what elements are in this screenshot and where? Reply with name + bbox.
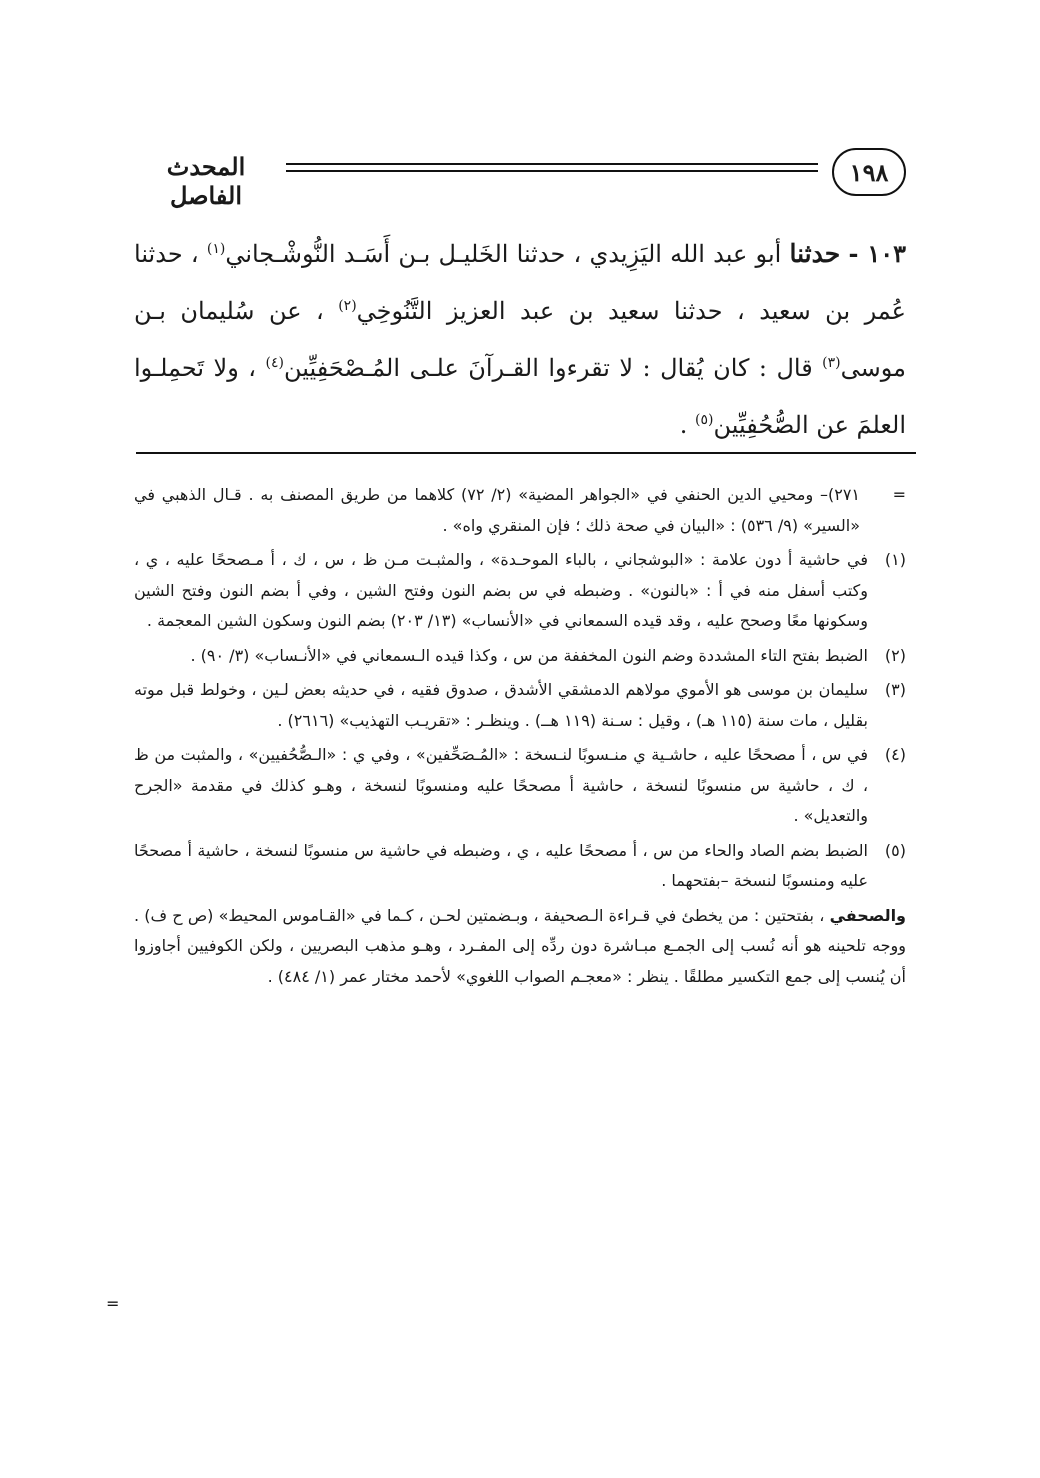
hadith-segment: ، حدثنا عُمر بن سعيد ، حدثنا سعيد بن عبد العزيز التَّنُوخِي xyxy=(134,240,907,325)
footnote-continuation xyxy=(134,480,906,541)
hadith-text xyxy=(134,225,906,454)
footnote-1 xyxy=(134,545,906,637)
hadith-end: . xyxy=(679,411,688,439)
footnote-ref[interactable]: (٥) xyxy=(695,412,714,428)
footnote-4 xyxy=(134,740,906,832)
footnotes xyxy=(134,480,906,994)
header-rule-double xyxy=(286,170,818,172)
hadith-segment: أبو عبد الله اليَزِيدي ، حدثنا الخَليـل بـن أَسَـد النُّوشْـجاني xyxy=(225,240,782,268)
footnote-5 xyxy=(134,836,906,897)
footnote-ref[interactable]: (٤) xyxy=(265,355,284,371)
footnote-2 xyxy=(134,641,906,672)
footnote-mark: (٤) xyxy=(884,745,906,764)
hadith-segment: قال : كان يُقال : لا تقرءوا القـرآنَ علـى المُـصْحَفِيِّين xyxy=(283,354,813,382)
footnote-text: سليمان بن موسى هو الأموي مولاهم الدمشقي الأشدق ، صدوق فقيه ، في حديثه بعض لـين ، وخولط قبل موته بقليل ، مات سنة (١١٥ هـ) ، وقيل : سـنة (١١٩ هــ) . وينظـر : «تقريـب التهذيب» (٢٦١٦) . xyxy=(134,680,868,730)
lexical-note xyxy=(134,901,906,993)
footnote-text: في حاشية أ دون علامة : «البوشجاني ، بالباء الموحـدة» ، والمثبـت مـن ظ ، س ، ك ، أ مـصححًا عليه ، ي ، وكتب أسفل منه في أ : «بالنون» . وضبطه في س بضم النون وفتح الشين ، وفي أ بضم النون وفتح الشين وسكونها معًا وصحح عليه ، وقد قيده السمعاني في «الأنساب» (١٣/ ٢٠٣) بضم النون وسكون الشين المعجمة . xyxy=(134,550,868,630)
haddathana-word: حدثنا xyxy=(789,239,841,268)
footnote-ref[interactable]: (٢) xyxy=(338,298,357,314)
header-rule xyxy=(286,163,818,165)
footnote-mark: (٢) xyxy=(884,645,906,665)
footnote-mark: (٥) xyxy=(884,840,906,860)
hadith-segment: ، عن سُليمان بـن موسى xyxy=(134,297,906,382)
hadith-number: ١٠٣ - xyxy=(848,239,907,268)
footnote-mark: (١) xyxy=(884,550,906,569)
footnote-text: الضبط بضم الصاد والحاء من س ، أ مصححًا عليه ، ي ، وضبطه في حاشية س منسوبًا لنسخة ، حاشية أ مصححًا عليه ومنسوبًا لنسخة –بفتحهما . xyxy=(134,840,868,890)
footnote-mark: (٣) xyxy=(884,680,906,699)
page-number: ١٩٨ xyxy=(832,148,906,196)
footnote-text: ٢٧١)– ومحيي الدين الحنفي في «الجواهر المضية» (٢/ ٧٢) كلاهما من طريق المصنف به . قـال الذهبي في «السير» (٩/ ٥٣٦) : «البيان في صحة ذلك ؛ فإن المنقري واه» . xyxy=(134,485,861,535)
continuation-mark: = xyxy=(892,485,906,504)
note-term: والصحفي xyxy=(829,905,906,925)
footnote-text: في س ، أ مصححًا عليه ، حاشـية ي منـسوبًا لنـسخة : «المُـصَحِّفين» ، وفي ي : «الـصُّحُفيين» ، والمثبت من ظ ، ك ، حاشية س منسوبًا لنسخة ، حاشية أ مصححًا عليه ومنسوبًا لنسخة ، وهـو كذلك في مقدمة «الجرح والتعديل» . xyxy=(134,745,868,825)
footnote-ref[interactable]: (٣) xyxy=(822,355,841,371)
continued-mark: = xyxy=(106,1294,120,1313)
footnote-3 xyxy=(134,675,906,736)
hadith-segment: ، ولا تَحمِلـوا العلمَ عن الصُّحُفِيِّين xyxy=(134,354,906,439)
note-text: ، بفتحتين : من يخطئ في قـراءة الـصحيفة ، وبـضمتين لحـن ، كـما في «القـاموس المحيط» (ص ح ف) . ووجه تلحينه هو أنه نُسب إلى الجمـع مبـاشرة دون ردِّه إلى المفـرد ، وهـو مذهب البصريين ، ولكن الكوفيين أجاوزوا أن يُنسب إلى جمع التكسير مطلقًا . ينظر : «معجـم الصواب اللغوي» لأحمد مختار عمر (١/ ٤٨٤) . xyxy=(134,905,906,986)
footnote-text: الضبط بفتح التاء المشددة وضم النون المخففة من س ، وكذا قيده الـسمعاني في «الأنـساب» (٣/ ٩٠) . xyxy=(190,645,868,665)
page-header xyxy=(136,148,906,212)
book-title: المحدث الفاصل xyxy=(166,152,246,210)
footnote-separator xyxy=(136,452,916,454)
footnote-ref[interactable]: (١) xyxy=(206,241,226,257)
